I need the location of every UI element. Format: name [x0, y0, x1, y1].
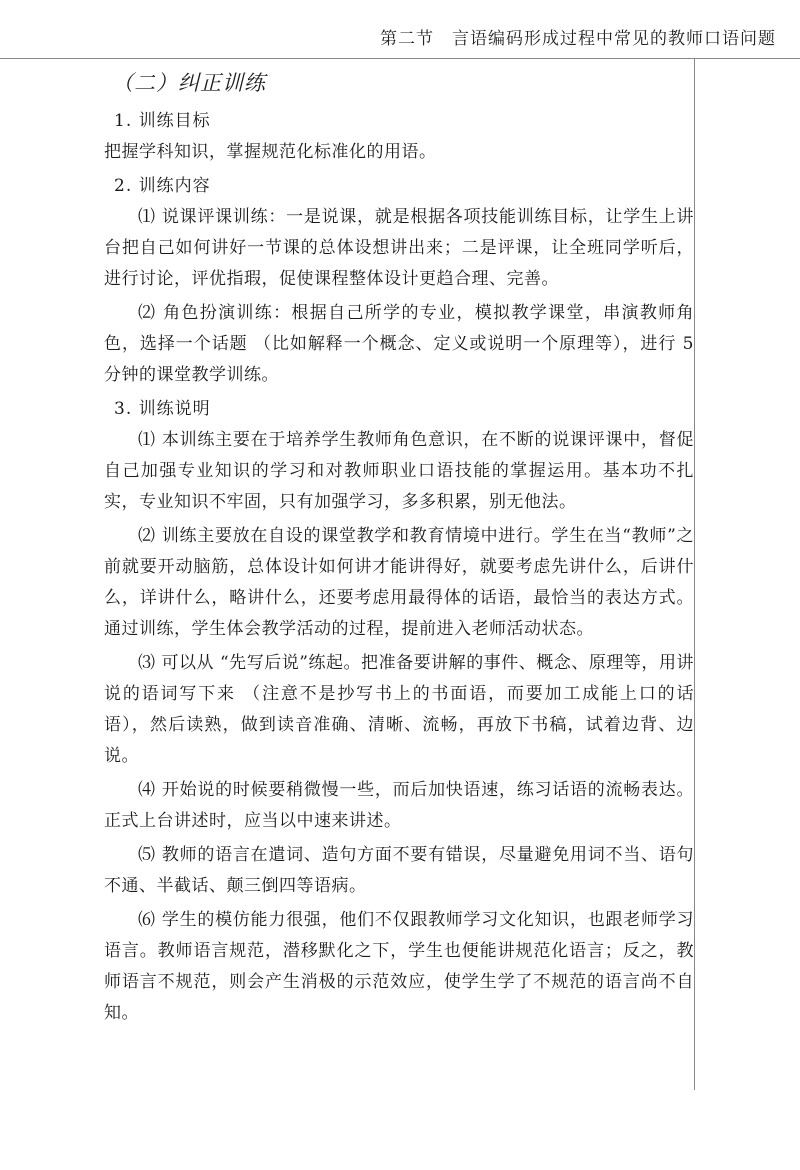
header-rule [0, 58, 800, 59]
margin-rule [694, 58, 695, 1090]
content-item: ⑵ 角色扮演训练：根据自己所学的专业，模拟教学课堂，串演教师角色，选择一个话题 （比如解释一个概念、定义或说明一个原理等），进行 5分钟的课堂教学训练。 [104, 303, 694, 385]
note-item: ⑴ 本训练主要在于培养学生教师角色意识，在不断的说课评课中，督促自己加强专业知识的学习和对教师职业口语技能的掌握运用。基本功不扎实，专业知识不牢固，只有加强学习，多多积累，别无他法。 [104, 430, 694, 512]
running-header: 第二节 言语编码形成过程中常见的教师口语问题 [380, 29, 776, 49]
heading-content: 2. 训练内容 [114, 176, 211, 196]
page-body [84, 62, 694, 1032]
content-item: ⑴ 说课评课训练：一是说课，就是根据各项技能训练目标，让学生上讲台把自己如何讲好一节课的总体设想讲出来；二是评课，让全班同学听后，进行讨论，评优指瑕，促使课程整体设计更趋合理、完善。 [104, 207, 694, 289]
heading-notes: 3. 训练说明 [114, 399, 211, 419]
goal-paragraph: 把握学科知识，掌握规范化标准化的用语。 [104, 142, 437, 162]
section-title: （二）纠正训练 [112, 71, 266, 95]
note-item: ⑶ 可以从 “先写后说”练起。把准备要讲解的事件、概念、原理等，用讲说的语词写下来 （注意不是抄写书上的书面语，而要加工成能上口的话语），然后读熟，做到读音准确、清晰、流畅，再放下书稿，试着边背、边说。 [104, 653, 694, 766]
note-item: ⑹ 学生的模仿能力很强，他们不仅跟教师学习文化知识，也跟老师学习语言。教师语言规范，潜移默化之下，学生也便能讲规范化语言；反之，教师语言不规范，则会产生消极的示范效应，使学生学了不规范的语言尚不自知。 [104, 910, 694, 1023]
note-item: ⑸ 教师的语言在遣词、造句方面不要有错误，尽量避免用词不当、语句不通、半截话、颠三倒四等语病。 [104, 845, 694, 896]
note-item: ⑵ 训练主要放在自设的课堂教学和教育情境中进行。学生在当“教师”之前就要开动脑筋，总体设计如何讲才能讲得好，就要考虑先讲什么，后讲什么，详讲什么，略讲什么，还要考虑用最得体的话语，最恰当的表达方式。通过训练，学生体会教学活动的过程，提前进入老师活动状态。 [104, 526, 694, 639]
note-item: ⑷ 开始说的时候要稍微慢一些，而后加快语速，练习话语的流畅表达。正式上台讲述时，应当以中速来讲述。 [104, 780, 694, 831]
heading-goal: 1. 训练目标 [114, 111, 211, 131]
